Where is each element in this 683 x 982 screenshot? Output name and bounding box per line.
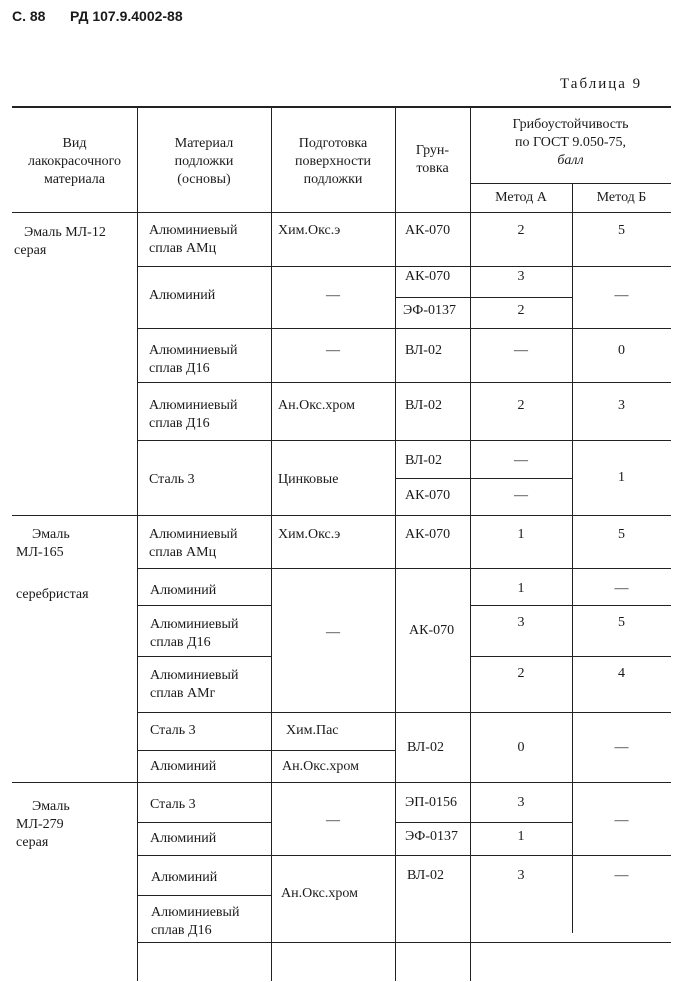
r10-prep: Хим.Пас: [286, 723, 339, 738]
r7-9-primer: АК-070: [409, 623, 455, 638]
r12-primer: ЭП-0156: [405, 795, 458, 810]
r5-primer-1: ВЛ-02: [405, 453, 442, 468]
r5-method-a-1: —: [514, 453, 528, 468]
r1-substrate: Алюминиевый сплав АМц: [149, 223, 238, 256]
header-method-a: Метод А: [495, 190, 547, 205]
r1-method-a: 2: [517, 223, 525, 238]
document-code: РД 107.9.4002-88: [70, 8, 183, 24]
r12-method-a: 3: [517, 795, 525, 810]
r5-substrate: Сталь 3: [149, 472, 195, 487]
r12-substrate: Сталь 3: [150, 797, 196, 812]
r6-prep: Хим.Окс.э: [278, 527, 341, 542]
r2-method-b: —: [614, 288, 629, 303]
r1-method-b: 5: [618, 223, 625, 238]
r2-substrate: Алюминий: [149, 288, 216, 303]
r14-substrate: Алюминий: [151, 870, 218, 885]
r3-primer: ВЛ-02: [405, 343, 442, 358]
r10-11-primer: ВЛ-02: [407, 740, 444, 755]
r5-primer-2: АК-070: [405, 488, 451, 503]
coating-ml165: Эмаль МЛ-165 серебристая: [16, 527, 89, 602]
r5-prep: Цинковые: [278, 472, 339, 487]
r3-substrate: Алюминиевый сплав Д16: [149, 343, 238, 376]
r1-primer: АК-070: [405, 223, 451, 238]
r9-method-b: 4: [618, 666, 625, 681]
r4-substrate: Алюминиевый сплав Д16: [149, 398, 238, 431]
r4-method-b: 3: [618, 398, 625, 413]
r4-primer: ВЛ-02: [405, 398, 442, 413]
r13-method-a: 1: [517, 829, 525, 844]
page-number: С. 88: [12, 8, 46, 24]
r7-substrate: Алюминий: [150, 583, 217, 598]
r2-method-a-2: 2: [517, 303, 525, 318]
header-fungus-resistance: Грибоустойчивость по ГОСТ 9.050-75, балл: [512, 117, 629, 168]
r7-method-b: —: [614, 581, 629, 596]
coating-ml12: Эмаль МЛ-12 серая: [14, 225, 106, 258]
r6-substrate: Алюминиевый сплав АМц: [149, 527, 238, 560]
r15-substrate: Алюминиевый сплав Д16: [151, 905, 240, 938]
r3-prep: —: [326, 343, 340, 358]
r10-11-method-b: —: [614, 740, 629, 755]
r6-primer: АК-070: [405, 527, 451, 542]
r5-method-b: 1: [618, 470, 625, 485]
header-method-b: Метод Б: [596, 190, 647, 205]
coating-ml279: Эмаль МЛ-279 серая: [16, 799, 70, 850]
r9-method-a: 2: [517, 666, 525, 681]
r9-substrate: Алюминиевый сплав АМг: [150, 668, 239, 701]
r7-method-a: 1: [517, 581, 525, 596]
r8-method-b: 5: [618, 615, 625, 630]
header-substrate: Материал подложки (основы): [174, 136, 234, 187]
r3-method-b: 0: [618, 343, 625, 358]
r13-primer: ЭФ-0137: [405, 829, 459, 844]
r10-11-method-a: 0: [517, 740, 525, 755]
r13-substrate: Алюминий: [150, 831, 217, 846]
r4-prep: Ан.Окс.хром: [278, 398, 355, 413]
r2-method-a-1: 3: [517, 269, 525, 284]
r12-13-prep: —: [326, 813, 340, 828]
r11-substrate: Алюминий: [150, 759, 217, 774]
header-surface-prep: Подготовка поверхности подложки: [295, 136, 371, 187]
table-title: Таблица 9: [560, 76, 643, 92]
r10-substrate: Сталь 3: [150, 723, 196, 738]
r8-method-a: 3: [517, 615, 525, 630]
r5-method-a-2: —: [514, 488, 528, 503]
header-coating-material: Вид лакокрасочного материала: [27, 136, 122, 187]
r8-substrate: Алюминиевый сплав Д16: [150, 617, 239, 650]
r2-primer-1: АК-070: [405, 269, 451, 284]
r14-15-prep: Ан.Окс.хром: [281, 886, 358, 901]
header-primer: Грун- товка: [415, 143, 450, 176]
r2-prep: —: [326, 288, 340, 303]
r14-15-method-b: —: [614, 868, 629, 883]
r1-prep: Хим.Окс.э: [278, 223, 341, 238]
r14-15-method-a: 3: [517, 868, 525, 883]
r6-method-a: 1: [517, 527, 525, 542]
r14-15-primer: ВЛ-02: [407, 868, 444, 883]
r6-method-b: 5: [618, 527, 625, 542]
r11-prep: Ан.Окс.хром: [282, 759, 359, 774]
r12-13-method-b: —: [614, 813, 629, 828]
r2-primer-2: ЭФ-0137: [403, 303, 457, 318]
r7-9-prep: —: [326, 625, 340, 640]
r3-method-a: —: [514, 343, 528, 358]
r4-method-a: 2: [517, 398, 525, 413]
